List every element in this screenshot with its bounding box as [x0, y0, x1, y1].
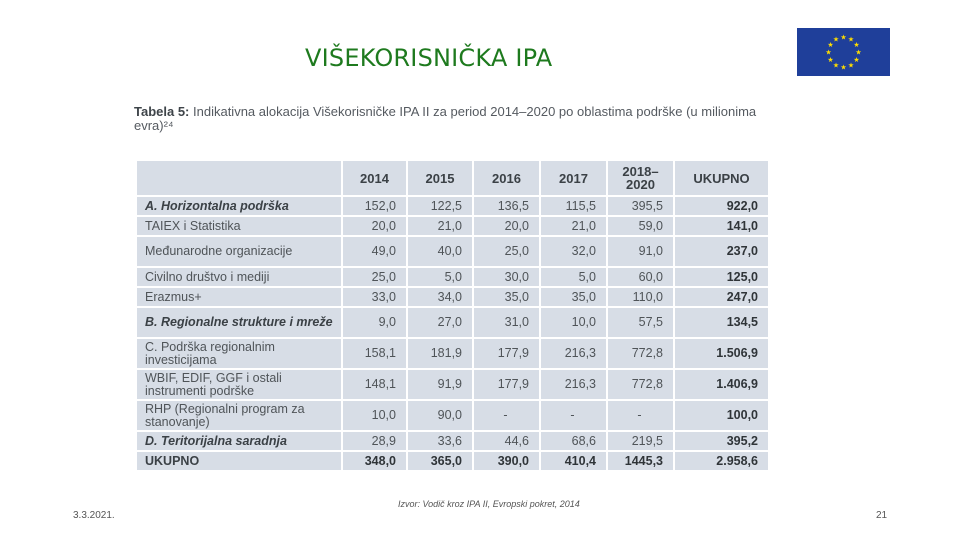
value-cell: - — [607, 400, 674, 431]
eu-stars — [797, 28, 890, 76]
value-cell: 20,0 — [473, 216, 540, 236]
total-cell: 1.406,9 — [674, 369, 769, 400]
value-cell: 10,0 — [342, 400, 407, 431]
value-cell: 219,5 — [607, 431, 674, 451]
value-cell: 91,0 — [607, 236, 674, 267]
value-cell: 158,1 — [342, 338, 407, 369]
row-label: RHP (Regionalni program za stanovanje) — [136, 400, 342, 431]
star-icon: ★ — [855, 49, 862, 57]
star-icon: ★ — [832, 36, 840, 44]
value-cell: 27,0 — [407, 307, 473, 338]
row-label: B. Regionalne strukture i mreže — [136, 307, 342, 338]
value-cell: 32,0 — [540, 236, 607, 267]
value-cell: 33,0 — [342, 287, 407, 307]
value-cell: 90,0 — [407, 400, 473, 431]
star-icon: ★ — [827, 57, 834, 64]
allocation-table-container — [135, 159, 768, 472]
value-cell: 115,5 — [540, 196, 607, 216]
star-icon: ★ — [840, 34, 847, 42]
value-cell: 152,0 — [342, 196, 407, 216]
total-cell: 247,0 — [674, 287, 769, 307]
row-label: UKUPNO — [136, 451, 342, 471]
row-label: Civilno društvo i mediji — [136, 267, 342, 287]
value-cell: 44,6 — [473, 431, 540, 451]
total-cell: 1.506,9 — [674, 338, 769, 369]
value-cell: 25,0 — [473, 236, 540, 267]
value-cell: - — [473, 400, 540, 431]
header-cell-2016: 2016 — [473, 160, 540, 196]
header-cell-2014: 2014 — [342, 160, 407, 196]
value-cell: 35,0 — [473, 287, 540, 307]
table-row — [136, 236, 769, 267]
value-cell: 60,0 — [607, 267, 674, 287]
table-row — [136, 287, 769, 307]
total-cell: 141,0 — [674, 216, 769, 236]
value-cell: 365,0 — [407, 451, 473, 471]
value-cell: 91,9 — [407, 369, 473, 400]
value-cell: 348,0 — [342, 451, 407, 471]
value-cell: 68,6 — [540, 431, 607, 451]
header-cell-2017: 2017 — [540, 160, 607, 196]
table-row — [136, 216, 769, 236]
source-note: Izvor: Vodič kroz IPA II, Evropski pokret, 2014 — [398, 499, 580, 509]
value-cell: 5,0 — [540, 267, 607, 287]
total-cell: 237,0 — [674, 236, 769, 267]
value-cell: 28,9 — [342, 431, 407, 451]
slide-title: VIŠEKORISNIČKA IPA — [305, 44, 553, 72]
star-icon: ★ — [832, 62, 840, 70]
header-cell-blank — [136, 160, 342, 196]
value-cell: 30,0 — [473, 267, 540, 287]
footer-date: 3.3.2021. — [73, 510, 115, 521]
value-cell: 59,0 — [607, 216, 674, 236]
caption-label: Tabela 5: — [134, 104, 190, 119]
total-cell: 125,0 — [674, 267, 769, 287]
star-icon: ★ — [847, 62, 855, 70]
table-row — [136, 400, 769, 431]
row-label: A. Horizontalna podrška — [136, 196, 342, 216]
value-cell: 21,0 — [540, 216, 607, 236]
value-cell: 410,4 — [540, 451, 607, 471]
value-cell: 390,0 — [473, 451, 540, 471]
value-cell: 10,0 — [540, 307, 607, 338]
table-row — [136, 338, 769, 369]
allocation-table — [135, 159, 770, 472]
value-cell: 49,0 — [342, 236, 407, 267]
value-cell: 57,5 — [607, 307, 674, 338]
star-icon: ★ — [853, 57, 860, 64]
value-cell: 35,0 — [540, 287, 607, 307]
page-number: 21 — [876, 510, 888, 521]
value-cell: 110,0 — [607, 287, 674, 307]
star-icon: ★ — [853, 42, 860, 49]
star-icon: ★ — [825, 49, 832, 57]
star-icon: ★ — [847, 36, 855, 44]
table-header-row — [136, 160, 769, 196]
value-cell: 177,9 — [473, 338, 540, 369]
row-label: TAIEX i Statistika — [136, 216, 342, 236]
row-label: Međunarodne organizacije — [136, 236, 342, 267]
value-cell: 181,9 — [407, 338, 473, 369]
value-cell: 216,3 — [540, 338, 607, 369]
header-cell-ukupno: UKUPNO — [674, 160, 769, 196]
row-label: WBIF, EDIF, GGF i ostali instrumenti podrške — [136, 369, 342, 400]
row-label: D. Teritorijalna saradnja — [136, 431, 342, 451]
value-cell: 25,0 — [342, 267, 407, 287]
eu-flag-icon — [797, 28, 890, 76]
value-cell: 40,0 — [407, 236, 473, 267]
table-row — [136, 267, 769, 287]
total-cell: 134,5 — [674, 307, 769, 338]
value-cell: 9,0 — [342, 307, 407, 338]
table-row — [136, 196, 769, 216]
header-cell-2018-2020: 2018– 2020 — [607, 160, 674, 196]
total-cell: 100,0 — [674, 400, 769, 431]
star-icon: ★ — [840, 64, 847, 72]
star-icon: ★ — [827, 42, 834, 49]
value-cell: 122,5 — [407, 196, 473, 216]
table-body — [136, 196, 769, 471]
caption-text: Indikativna alokacija Višekorisničke IPA II za period 2014–2020 po oblastima podrške (u milionima evra)²⁴ — [134, 104, 757, 133]
value-cell: 5,0 — [407, 267, 473, 287]
value-cell: 31,0 — [473, 307, 540, 338]
value-cell: 177,9 — [473, 369, 540, 400]
total-cell: 395,2 — [674, 431, 769, 451]
value-cell: 395,5 — [607, 196, 674, 216]
table-row — [136, 307, 769, 338]
value-cell: 216,3 — [540, 369, 607, 400]
header-cell-2015: 2015 — [407, 160, 473, 196]
value-cell: 21,0 — [407, 216, 473, 236]
value-cell: 1445,3 — [607, 451, 674, 471]
total-cell: 922,0 — [674, 196, 769, 216]
row-label: C. Podrška regionalnim investicijama — [136, 338, 342, 369]
total-cell: 2.958,6 — [674, 451, 769, 471]
value-cell: 34,0 — [407, 287, 473, 307]
row-label: Erazmus+ — [136, 287, 342, 307]
value-cell: 20,0 — [342, 216, 407, 236]
value-cell: 148,1 — [342, 369, 407, 400]
value-cell: 136,5 — [473, 196, 540, 216]
table-row — [136, 431, 769, 451]
table-row — [136, 369, 769, 400]
value-cell: - — [540, 400, 607, 431]
value-cell: 772,8 — [607, 369, 674, 400]
value-cell: 33,6 — [407, 431, 473, 451]
table-caption — [134, 105, 774, 133]
value-cell: 772,8 — [607, 338, 674, 369]
table-row — [136, 451, 769, 471]
